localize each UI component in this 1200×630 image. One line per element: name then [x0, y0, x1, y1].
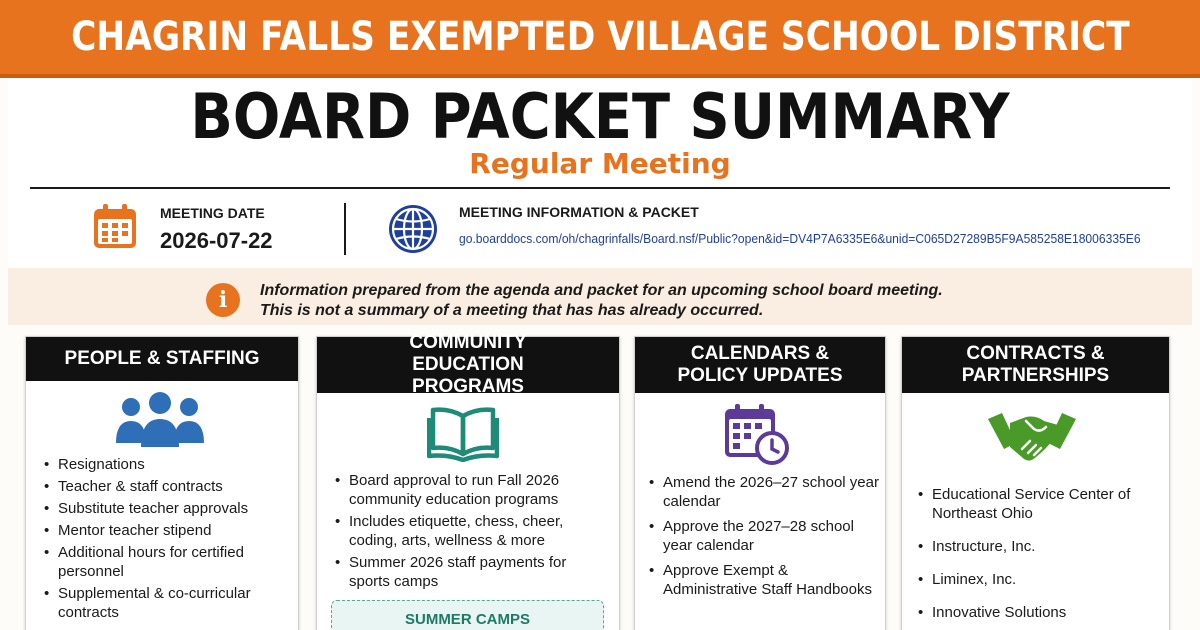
- card-list: [335, 471, 611, 594]
- card-title: CALENDARS & POLICY UPDATES: [635, 337, 885, 393]
- card-title: PEOPLE & STAFFING: [26, 337, 298, 381]
- list-item: • Instructure, Inc.: [918, 537, 1166, 556]
- list-item: • Liminex, Inc.: [918, 570, 1166, 589]
- card-list: [649, 473, 881, 602]
- list-item: • Approve Exempt & Administrative Staff Handbooks: [649, 561, 881, 599]
- list-item: • Mentor teacher stipend: [44, 521, 294, 540]
- notice-text: [260, 281, 943, 321]
- list-item: • Supplemental & co-curricular contracts: [44, 584, 294, 622]
- notice-line-2: This is not a summary of a meeting that has has already occurred.: [260, 302, 764, 319]
- people-icon: [114, 391, 206, 447]
- list-item: • Teacher & staff contracts: [44, 477, 294, 496]
- card-list: [918, 485, 1166, 625]
- district-banner: [0, 0, 1200, 78]
- list-item: • Additional hours for certified personnel: [44, 543, 294, 581]
- header-divider: [30, 187, 1170, 189]
- calendar-clock-icon: [723, 403, 789, 465]
- meeting-info-label: MEETING INFORMATION & PACKET: [459, 204, 699, 220]
- info-icon: i: [206, 283, 240, 317]
- globe-icon: [387, 203, 439, 255]
- list-item: • Resignations: [44, 455, 294, 474]
- list-item: • Substitute teacher approvals: [44, 499, 294, 518]
- card-title: CONTRACTS & PARTNERSHIPS: [902, 337, 1169, 393]
- summer-camps-callout: SUMMER CAMPS: [331, 600, 604, 630]
- list-item: • Board approval to run Fall 2026 community education programs: [335, 471, 611, 509]
- list-item: • Educational Service Center of Northeast Ohio: [918, 485, 1166, 523]
- packet-link[interactable]: go.boarddocs.com/oh/chagrinfalls/Board.nsf/Public?open&id=DV4P7A6335E6&unid=C065D27289B5F9A585258E18006335E6: [459, 231, 1141, 246]
- list-item: • Amend the 2026–27 school year calendar: [649, 473, 881, 511]
- card-community-education: [316, 332, 620, 630]
- calendar-icon: [92, 202, 138, 250]
- list-item: • Summer 2026 staff payments for sports camps: [335, 553, 611, 591]
- meeting-date-label: MEETING DATE: [160, 205, 265, 221]
- page-subtitle: Regular Meeting: [469, 147, 731, 180]
- card-list: [44, 455, 294, 625]
- handshake-icon: [986, 405, 1078, 469]
- page-title: BOARD PACKET SUMMARY: [190, 80, 1010, 153]
- list-item: • Innovative Solutions: [918, 603, 1166, 622]
- card-contracts-partnerships: [901, 336, 1170, 630]
- meeting-date-value: 2026-07-22: [160, 228, 273, 253]
- card-title: COMMUNITY EDUCATION PROGRAMS: [317, 337, 619, 393]
- card-people-staffing: [25, 336, 299, 630]
- meta-divider: [344, 203, 346, 255]
- notice-line-1: Information prepared from the agenda and packet for an upcoming school board meeting.: [260, 282, 943, 299]
- book-icon: [427, 404, 499, 462]
- district-name: CHAGRIN FALLS EXEMPTED VILLAGE SCHOOL DISTRICT: [70, 14, 1130, 60]
- card-calendars-policy: [634, 336, 886, 630]
- list-item: • Approve the 2027–28 school year calendar: [649, 517, 881, 555]
- list-item: • Includes etiquette, chess, cheer, coding, arts, wellness & more: [335, 512, 611, 550]
